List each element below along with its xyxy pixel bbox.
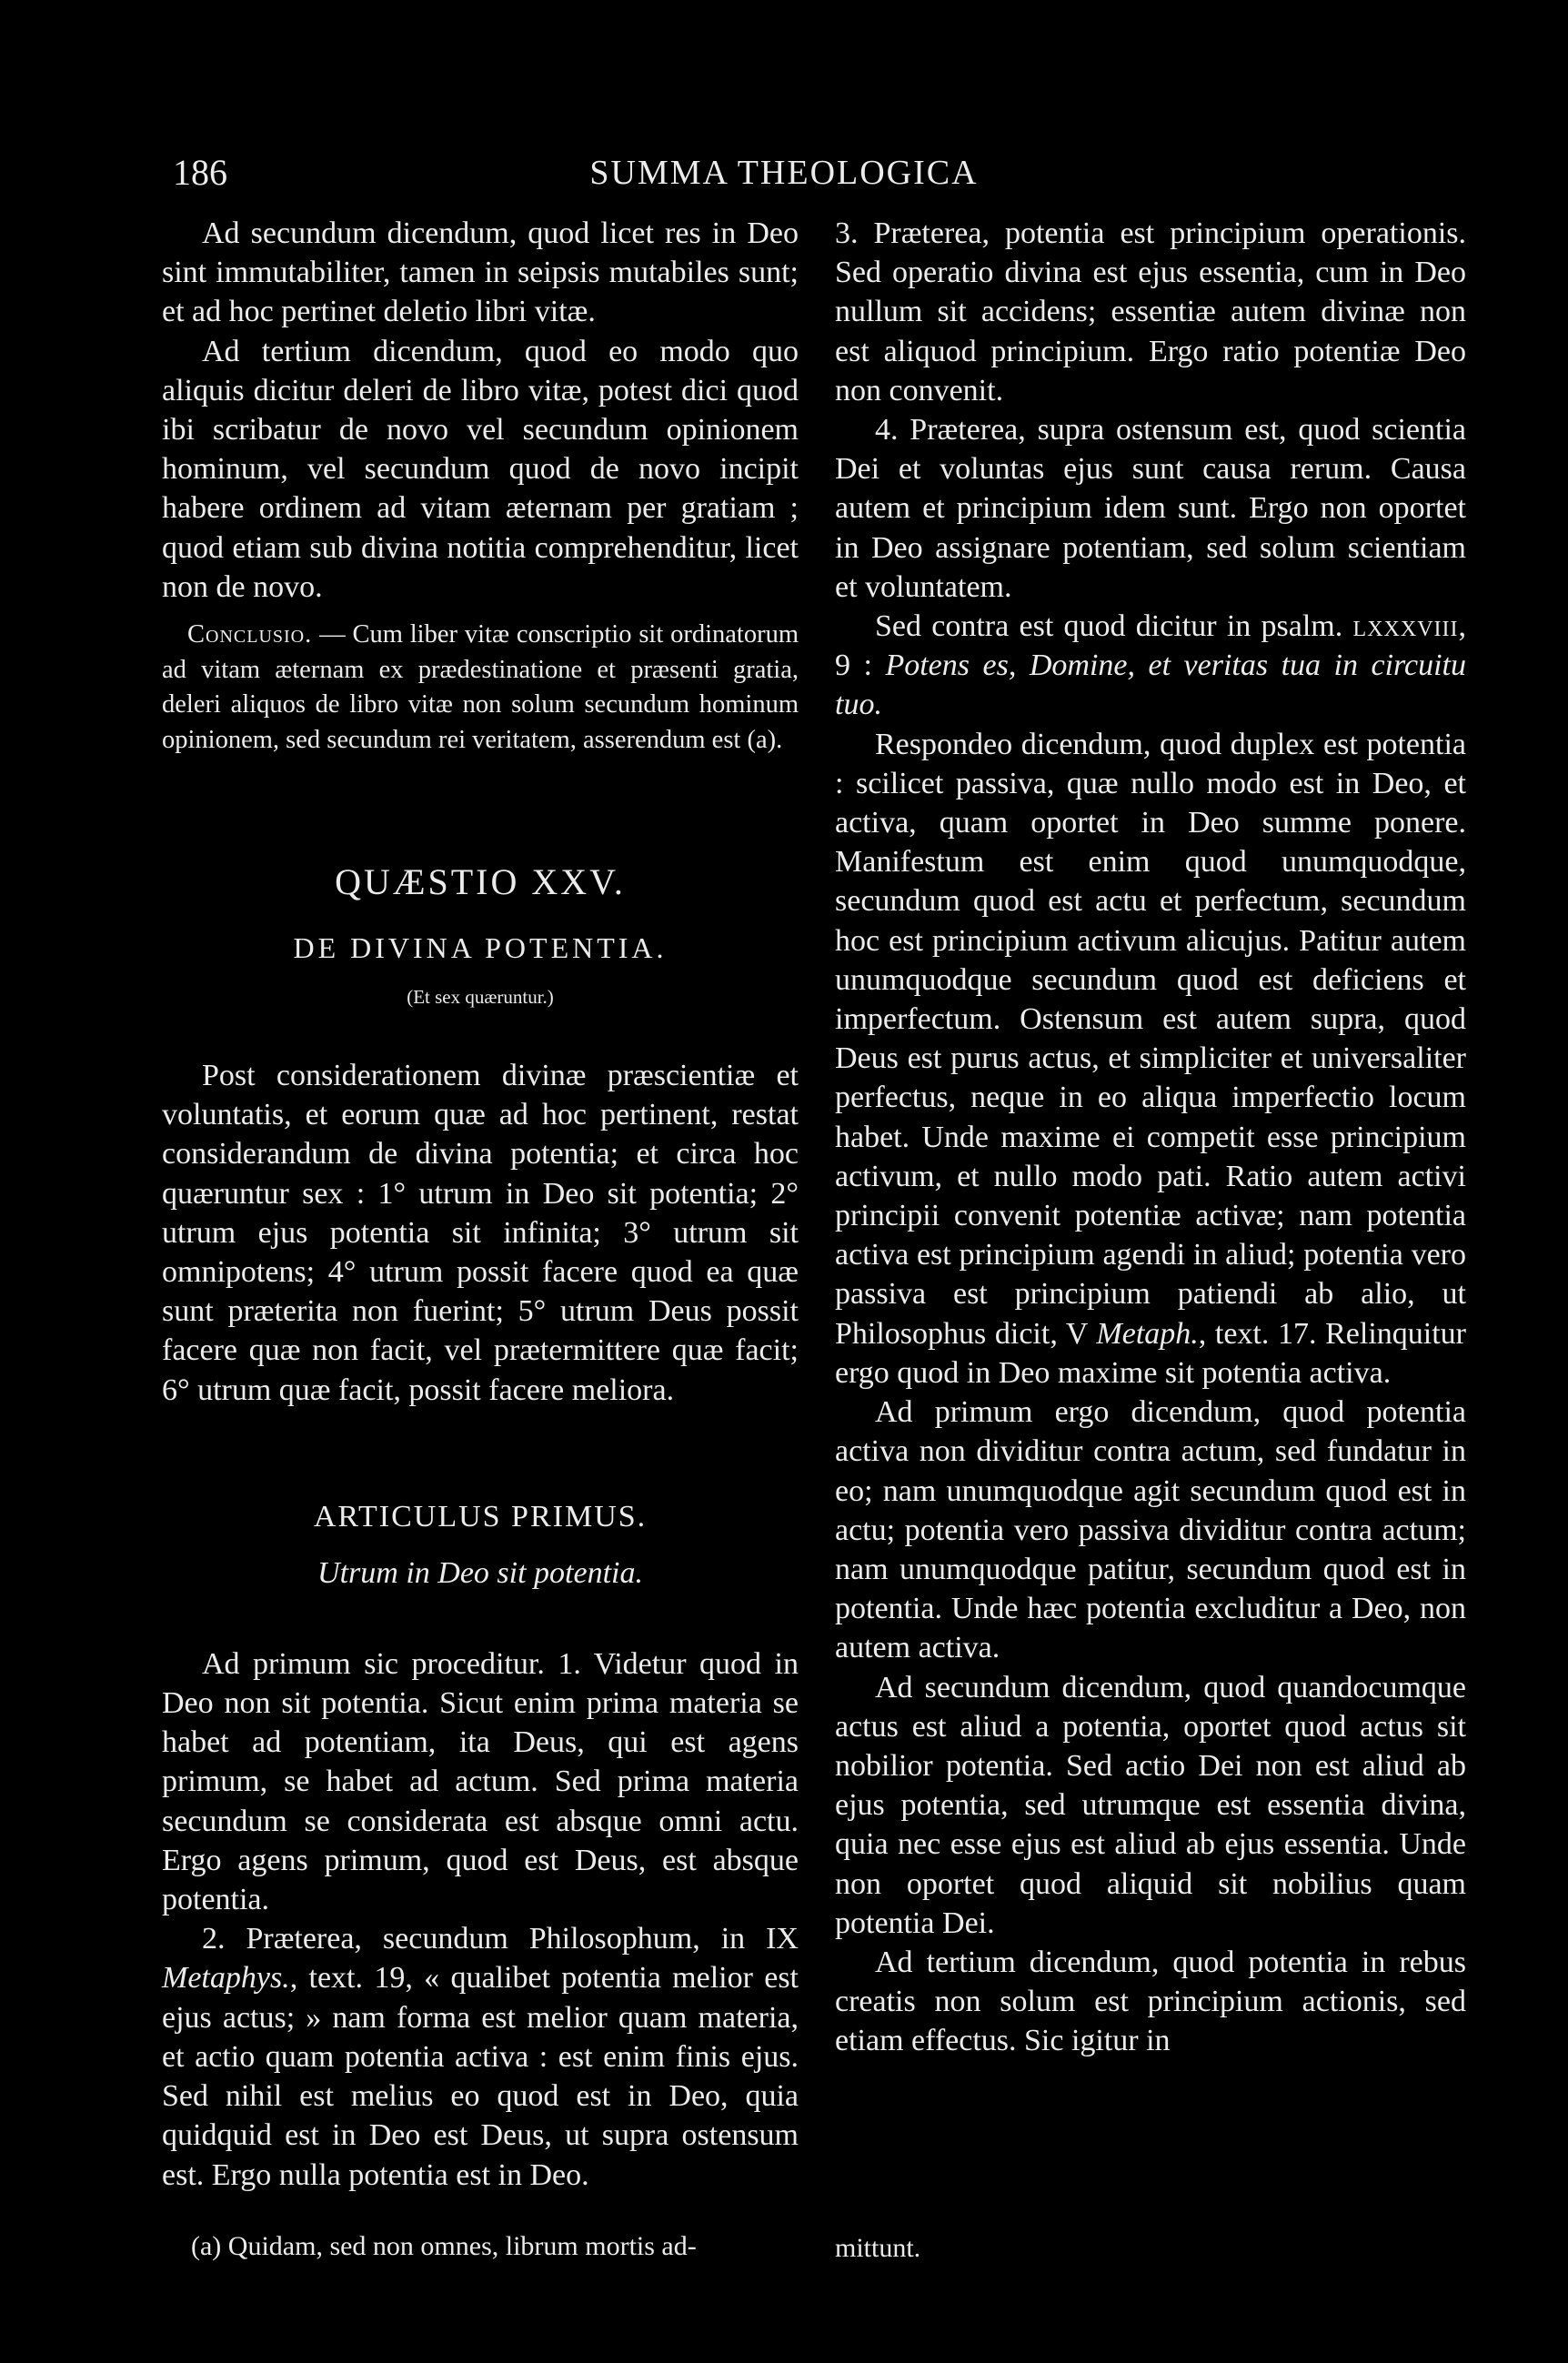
left-column	[162, 214, 799, 2195]
conclusio-paragraph	[162, 618, 799, 758]
footnote-right: mittunt.	[835, 2233, 921, 2263]
article-title: ARTICULUS PRIMUS.	[313, 1499, 648, 1533]
objection-2	[162, 1919, 799, 2194]
question-subtitle: DE DIVINA POTENTIA.	[293, 931, 668, 965]
sed-contra-text-b: , 9 :	[835, 609, 1466, 683]
article-subtitle: Utrum in Deo sit potentia.	[317, 1555, 643, 1590]
respondeo-text-a: Respondeo dicendum, quod duplex est potentia : scilicet passiva, quæ nullo modo est in Deo, et activa, quam oportet in Deo summe ponere. Manifestum est enim quod unumquodque, secundum quod est actu et perfectum, secundum hoc est principium activum alicujus. Patitur autem unumquodque secundum quod est deficiens et imperfectum. Ostensum est autem supra, quod Deus est purus actus, et simpliciter et universaliter perfectus, neque in eo aliqua imperfectio locum habet. Unde maxime ei competit esse principium activum, et nullo modo pati. Ratio autem activi principii convenit potentiæ activæ; nam potentia activa est principium agendi in aliud; potentia vero passiva est principium patiendi ab alio, ut Philosophus dicit, V	[835, 727, 1466, 1351]
sed-contra-text-a: Sed contra est quod dicitur in psalm.	[875, 609, 1353, 644]
objection-4: 4. Præterea, supra ostensum est, quod scientia Dei et voluntas ejus sunt causa rerum. Causa autem et principium idem sunt. Ergo non oportet in Deo assignare potentiam, sed solum scientiam et voluntatem.	[835, 413, 1466, 604]
reply-obj3-paragraph: Ad tertium dicendum, quod eo modo quo aliquis dicitur deleri de libro vitæ, potest dici quod ibi scribatur de novo vel secundum opinionem hominum, vel secundum quod de novo incipit habere ordinem ad vitam æternam per gratiam ; quod etiam sub divina notitia comprehenditur, licet non de novo.	[162, 334, 799, 604]
objection-1: Ad primum sic proceditur. 1. Videtur quod in Deo non sit potentia. Sicut enim prima materia se habet ad potentiam, ita Deus, qui est agens primum, se habet ad actum. Sed prima materia secundum se considerata est absque omni actu. Ergo agens primum, quod est Deus, est absque potentia.	[162, 1646, 799, 1917]
question-title: QUÆSTIO XXV.	[335, 861, 626, 903]
respondeo	[835, 725, 1466, 1393]
reply-2: Ad secundum dicendum, quod quandocumque actus est aliud a potentia, oportet quod actus sit nobilior potentia. Sed actio Dei non est aliud ab ejus potentia, sed utrumque est essentia divina, quia nec esse ejus est aliud ab ejus essentia. Unde non oportet quod aliquid sit nobilius quam potentia Dei.	[835, 1670, 1466, 1940]
psalm-reference: lxxxviii	[1352, 609, 1459, 644]
footnote-left: (a) Quidam, sed non omnes, librum mortis ad-	[191, 2231, 697, 2261]
conclusio-text: — Cum liber vitæ conscriptio sit ordinatorum ad vitam æternam ex prædestinatione et præsenti gratia, deleri aliquos de libro vitæ non solum secundum hominum opinionem, sed secundum rei veritatem, asserendum est (a).	[162, 620, 799, 754]
page-number: 186	[173, 152, 227, 193]
right-column	[835, 214, 1466, 2061]
objection-2-work: Metaphys.	[162, 1961, 290, 1996]
sed-contra	[835, 607, 1466, 725]
conclusio-label: Conclusio.	[187, 620, 313, 649]
respondeo-text-b: , text. 17. Relinquitur ergo quod in Deo maxime sit potentia activa.	[835, 1316, 1466, 1390]
respondeo-work: Metaph.	[1096, 1316, 1199, 1351]
running-title: SUMMA THEOLOGICA	[589, 154, 979, 192]
objection-3: 3. Præterea, potentia est principium operationis. Sed operatio divina est ejus essentia, cum in Deo nullum sit accidens; essentiæ autem divinæ non est aliquod principium. Ergo ratio potentiæ Deo non convenit.	[835, 216, 1466, 407]
reply-obj2-paragraph: Ad secundum dicendum, quod licet res in Deo sint immutabiliter, tamen in seipsis mutabiles sunt; et ad hoc pertinet deletio libri vitæ.	[162, 216, 799, 329]
objection-2-text-a: 2. Præterea, secundum Philosophum, in IX	[202, 1922, 799, 1956]
objection-2-text-b: , text. 19, « qualibet potentia melior est ejus actus; » nam forma est melior quam materia, et actio quam potentia activa : est enim finis ejus. Sed nihil est melius eo quod est in Deo, quia quidquid est in Deo est Deus, ut supra ostensum est. Ergo nulla potentia est in Deo.	[162, 1961, 799, 2192]
question-note: (Et sex quæruntur.)	[407, 986, 554, 1009]
page-header	[0, 147, 1568, 198]
reply-3: Ad tertium dicendum, quod potentia in rebus creatis non solum est principium actionis, sed etiam effectus. Sic igitur in	[835, 1945, 1466, 2058]
question-intro: Post considerationem divinæ præscientiæ et voluntatis, et eorum quæ ad hoc pertinent, restat considerandum de divina potentia; et circa hoc quæruntur sex : 1° utrum in Deo sit potentia; 2° utrum ejus potentia sit infinita; 3° utrum sit omnipotens; 4° utrum possit facere quod ea quæ sunt præterita non fuerint; 5° utrum Deus possit facere quæ non facit, vel prætermittere quæ facit; 6° utrum quæ facit, possit facere meliora.	[162, 1059, 799, 1407]
reply-1: Ad primum ergo dicendum, quod potentia activa non dividitur contra actum, sed fundatur in eo; nam unumquodque agit secundum quod est in actu; potentia vero passiva dividitur contra actum; nam unumquodque patitur, secundum quod est in potentia. Unde hæc potentia excluditur a Deo, non autem activa.	[835, 1395, 1466, 1665]
sed-contra-quote: Potens es, Domine, et veritas tua in circuitu tuo.	[835, 649, 1466, 722]
